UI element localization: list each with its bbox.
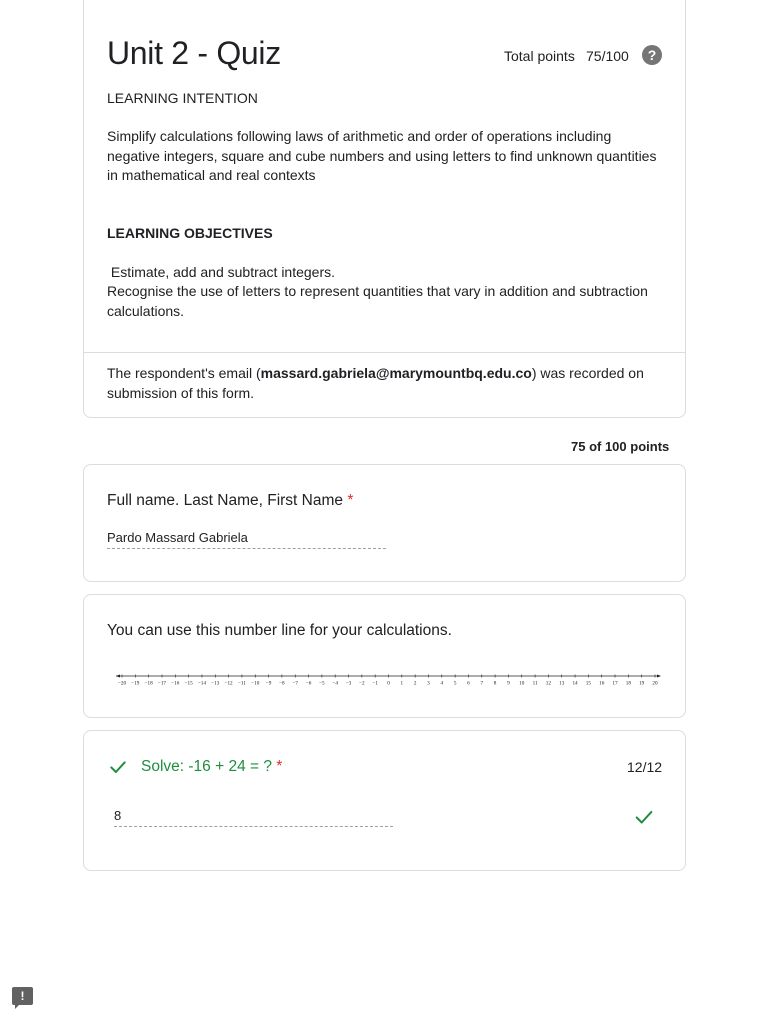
- number-line-label: 2: [413, 680, 417, 687]
- number-line-label: −13: [211, 680, 220, 687]
- number-line-label: 18: [625, 680, 631, 687]
- number-line-label: 19: [639, 680, 645, 687]
- number-line-label: −19: [131, 680, 140, 687]
- number-line-label: 7: [480, 680, 484, 687]
- number-line-label: 10: [519, 680, 525, 687]
- number-line-image: [116, 673, 662, 687]
- number-line-label: 4: [440, 680, 444, 687]
- question-card-full-name: [83, 464, 686, 582]
- question-title: [107, 492, 353, 510]
- report-feedback-icon[interactable]: !: [12, 987, 33, 1005]
- respondent-email: massard.gabriela@marymountbq.edu.co: [260, 365, 532, 381]
- header-divider: [84, 352, 685, 353]
- number-line-label: −9: [265, 680, 272, 687]
- number-line-label: 1: [400, 680, 404, 687]
- answer-text: Pardo Massard Gabriela: [107, 530, 386, 549]
- question-title: [141, 758, 282, 776]
- question-title-text: Full name. Last Name, First Name: [107, 492, 344, 509]
- number-line-label: 12: [545, 680, 551, 687]
- number-line-label: 14: [572, 680, 578, 687]
- number-line-label: −5: [319, 680, 325, 687]
- number-line-label: −20: [117, 680, 127, 687]
- help-icon[interactable]: ?: [642, 45, 662, 65]
- number-line-label: 13: [559, 680, 565, 687]
- number-line-label: −3: [345, 680, 352, 687]
- learning-intention-text: Simplify calculations following laws of arithmetic and order of operations including negative integers, square and cube numbers and using letters to find unknown quantities in mathematical and real contexts: [107, 128, 657, 183]
- number-line-label: −7: [292, 680, 298, 687]
- question-title: You can use this number line for your calculations.: [107, 622, 452, 639]
- number-line-label: −4: [332, 680, 338, 687]
- number-line-label: 8: [493, 680, 497, 687]
- objective-2: Recognise the use of letters to represent quantities that vary in addition and subtraction calculations.: [107, 283, 648, 319]
- number-line-label: −17: [157, 680, 167, 687]
- number-line-label: 17: [612, 680, 618, 687]
- form-title: Unit 2 - Quiz: [107, 35, 281, 71]
- email-prefix: The respondent's email (: [107, 365, 261, 381]
- number-line-label: −18: [144, 680, 153, 687]
- number-line-label: 9: [507, 680, 510, 687]
- checkmark-icon: [108, 757, 128, 777]
- number-line-label: −16: [171, 680, 180, 687]
- number-line-label: −12: [224, 680, 233, 687]
- objective-1: Estimate, add and subtract integers.: [107, 264, 336, 280]
- number-line-label: −11: [237, 680, 246, 687]
- question-card-number-line: [83, 594, 686, 718]
- number-line-label: 6: [467, 680, 470, 687]
- number-line-label: −6: [305, 680, 312, 687]
- answer-correct-icon: [633, 806, 655, 828]
- required-mark: *: [347, 492, 354, 509]
- points-summary: 75 of 100 points: [571, 439, 670, 454]
- email-notice: [107, 364, 667, 403]
- learning-intention-heading: LEARNING INTENTION: [107, 90, 258, 106]
- number-line-label: −15: [184, 680, 193, 687]
- question-title-text: Solve: -16 + 24 = ?: [141, 758, 272, 775]
- form-header-card: [83, 0, 686, 418]
- number-line-label: −10: [251, 680, 260, 687]
- total-points-value: 75/100: [586, 48, 629, 64]
- number-line-label: 3: [427, 680, 430, 687]
- learning-objectives-heading: LEARNING OBJECTIVES: [107, 225, 273, 241]
- question-score: 12/12: [627, 759, 663, 775]
- number-line-label: −8: [279, 680, 285, 687]
- answer-text: 8: [114, 808, 393, 827]
- number-line-label: 5: [453, 680, 457, 687]
- number-line-label: 20: [652, 680, 658, 687]
- number-line-label: 0: [387, 680, 390, 687]
- question-card-solve: [83, 730, 686, 871]
- required-mark: *: [276, 758, 283, 775]
- number-line-label: −2: [359, 680, 365, 687]
- email-suffix: ) was recorded on submission of this form.: [107, 365, 644, 401]
- number-line-label: 16: [599, 680, 605, 687]
- number-line-label: −14: [197, 680, 207, 687]
- number-line-label: −1: [372, 680, 378, 687]
- number-line-label: 15: [585, 680, 591, 687]
- number-line-label: 11: [532, 680, 538, 687]
- total-points-label: Total points: [504, 48, 575, 64]
